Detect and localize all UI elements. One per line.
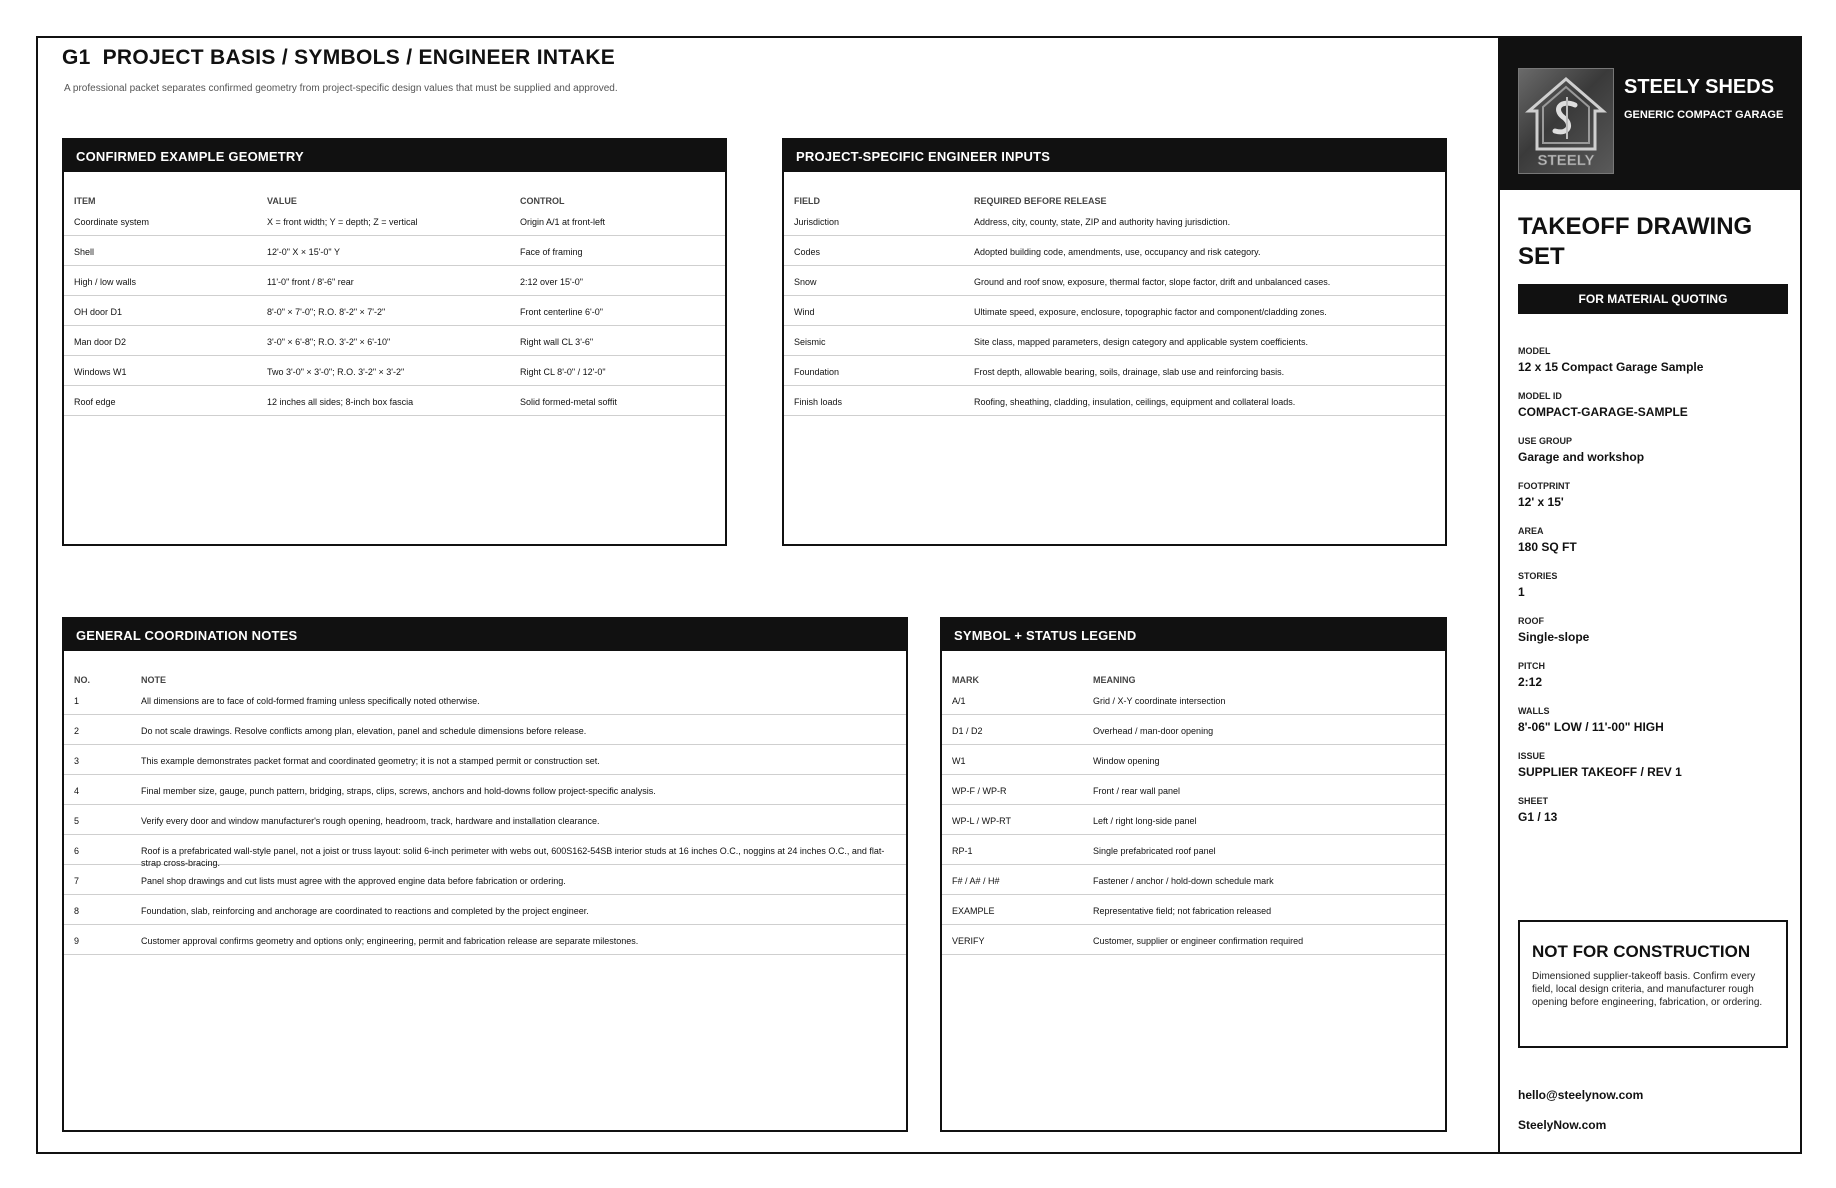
cell-text: A/1 — [952, 696, 966, 706]
cell-text: Foundation, slab, reinforcing and anchorage are coordinated to reactions and completed by the project engineer. — [141, 906, 589, 916]
column-header: MEANING — [1093, 675, 1136, 685]
table-cell — [942, 775, 1083, 805]
cell-text: 2 — [74, 726, 80, 736]
table-cell — [64, 386, 257, 416]
cell-text: 7 — [74, 876, 80, 886]
table-cell — [257, 206, 510, 236]
table-row — [64, 386, 725, 416]
title-block-field — [1518, 436, 1788, 481]
not-for-construction-box — [1518, 920, 1788, 1048]
title-block-field — [1518, 391, 1788, 436]
table-cell — [942, 835, 1083, 865]
cell-text: Overhead / man-door opening — [1093, 726, 1214, 736]
cell-text: High / low walls — [74, 277, 137, 287]
table-cell — [64, 925, 131, 955]
table-row — [64, 326, 725, 356]
table-cell — [964, 386, 1445, 416]
cell-text: 6 — [74, 846, 80, 856]
table-cell — [131, 895, 906, 925]
table-row — [942, 685, 1445, 715]
column-header: MARK — [952, 675, 979, 685]
table-cell — [1083, 745, 1445, 775]
cell-text: Verify every door and window manufacturer's rough opening, headroom, track, hardware and installation clearance. — [141, 816, 600, 826]
table-cell — [64, 685, 131, 715]
title-block-field — [1518, 796, 1788, 841]
table-cell — [942, 745, 1083, 775]
field-label: ISSUE — [1518, 751, 1546, 761]
engineer-inputs-panel — [782, 138, 1447, 546]
table-cell — [257, 326, 510, 356]
contact-email-link[interactable]: hello@steelynow.com — [1518, 1088, 1644, 1102]
cell-text: Roof edge — [74, 397, 116, 407]
cell-text: Seismic — [794, 337, 826, 347]
field-label: USE GROUP — [1518, 436, 1573, 446]
cell-text: Do not scale drawings. Resolve conflicts among plan, elevation, panel and schedule dimensions before release. — [141, 726, 587, 736]
table-cell — [1083, 805, 1445, 835]
table-cell — [1083, 865, 1445, 895]
table-cell — [64, 356, 257, 386]
cell-text: Window opening — [1093, 756, 1160, 766]
cell-text: Adopted building code, amendments, use, occupancy and risk category. — [974, 247, 1261, 257]
table-cell — [510, 206, 725, 236]
table-row — [784, 356, 1445, 386]
table-row — [942, 775, 1445, 805]
column-header: FIELD — [794, 196, 820, 206]
cell-text: Grid / X-Y coordinate intersection — [1093, 696, 1226, 706]
table-cell — [1083, 685, 1445, 715]
table-cell — [510, 326, 725, 356]
brand-name: STEELY SHEDS — [1624, 76, 1775, 98]
field-value: Single-slope — [1518, 630, 1590, 644]
cell-text: 8'-0" × 7'-0"; R.O. 8'-2" × 7'-2" — [267, 307, 386, 317]
drawing-set-title: TAKEOFF DRAWING SET — [1518, 213, 1753, 270]
table-cell — [257, 266, 510, 296]
title-block-field — [1518, 481, 1788, 526]
table-cell — [64, 895, 131, 925]
table-cell — [1083, 925, 1445, 955]
title-block-field — [1518, 751, 1788, 796]
table-cell — [964, 326, 1445, 356]
table-cell — [257, 296, 510, 326]
table-cell — [64, 715, 131, 745]
cell-text: Man door D2 — [74, 337, 127, 347]
table-cell — [942, 925, 1083, 955]
table-row — [784, 296, 1445, 326]
title-block-fields — [1518, 346, 1788, 841]
table-cell — [64, 206, 257, 236]
cell-text: D1 / D2 — [952, 726, 983, 736]
field-label: AREA — [1518, 526, 1544, 536]
table-cell — [964, 356, 1445, 386]
table-row — [784, 206, 1445, 236]
cell-text: Ultimate speed, exposure, enclosure, topographic factor and component/cladding zones. — [974, 307, 1327, 317]
table-row — [784, 326, 1445, 356]
table-cell — [131, 775, 906, 805]
table-cell — [942, 865, 1083, 895]
cell-text: 4 — [74, 786, 80, 796]
title-block-field — [1518, 571, 1788, 616]
website-link[interactable]: SteelyNow.com — [1518, 1118, 1607, 1132]
table-cell — [1083, 715, 1445, 745]
table-cell — [784, 236, 964, 266]
table-cell — [257, 356, 510, 386]
cell-text: Two 3'-0" × 3'-0"; R.O. 3'-2" × 3'-2" — [267, 367, 405, 377]
column-header: NOTE — [141, 675, 167, 685]
field-label: FOOTPRINT — [1518, 481, 1570, 491]
field-value: 8'-06" LOW / 11'-00" HIGH — [1518, 720, 1664, 734]
cell-text: W1 — [952, 756, 966, 766]
table-cell — [64, 865, 131, 895]
table-row — [784, 266, 1445, 296]
column-header: CONTROL — [520, 196, 565, 206]
column-header: VALUE — [267, 196, 297, 206]
table-cell — [510, 266, 725, 296]
cell-text: Panel shop drawings and cut lists must agree with the approved engine data before fabrication or ordering. — [141, 876, 566, 886]
geometry-table — [64, 172, 725, 416]
table-row — [64, 206, 725, 236]
table-cell — [64, 775, 131, 805]
panel-header: PROJECT-SPECIFIC ENGINEER INPUTS — [784, 140, 1445, 172]
table-cell — [64, 296, 257, 326]
cell-text: 12 inches all sides; 8-inch box fascia — [267, 397, 414, 407]
cell-text: Right CL 8'-0" / 12'-0" — [520, 367, 606, 377]
title-block-field — [1518, 616, 1788, 661]
cell-text: Face of framing — [520, 247, 583, 257]
cell-text: X = front width; Y = depth; Z = vertical — [267, 217, 418, 227]
table-row — [64, 745, 906, 775]
cell-text: EXAMPLE — [952, 906, 995, 916]
field-value: Garage and workshop — [1518, 450, 1645, 464]
cell-text: Front centerline 6'-0" — [520, 307, 603, 317]
page-subtitle: A professional packet separates confirmed geometry from project-specific design values that must be supplied and approved. — [64, 83, 618, 94]
table-cell — [131, 925, 906, 955]
cell-text: Customer, supplier or engineer confirmation required — [1093, 936, 1304, 946]
table-cell — [510, 236, 725, 266]
cell-text: Solid formed-metal soffit — [520, 397, 617, 407]
field-value: 180 SQ FT — [1518, 540, 1577, 554]
table-cell — [257, 386, 510, 416]
sheet-title: PROJECT BASIS / SYMBOLS / ENGINEER INTAKE — [102, 46, 616, 69]
quoting-banner: FOR MATERIAL QUOTING — [1518, 284, 1788, 314]
table-cell — [1083, 895, 1445, 925]
cell-text: Snow — [794, 277, 817, 287]
nfc-title: NOT FOR CONSTRUCTION — [1532, 942, 1751, 961]
table-row — [64, 805, 906, 835]
table-cell — [784, 266, 964, 296]
cell-text: All dimensions are to face of cold-formed framing unless specifically noted otherwise. — [141, 696, 480, 706]
cell-text: VERIFY — [952, 936, 985, 946]
title-block-field — [1518, 706, 1788, 751]
cell-text: Finish loads — [794, 397, 843, 407]
table-row — [64, 715, 906, 745]
coordination-notes-panel — [62, 617, 908, 1132]
table-cell — [64, 266, 257, 296]
table-row — [942, 865, 1445, 895]
cell-text: Coordinate system — [74, 217, 150, 227]
panel-header: SYMBOL + STATUS LEGEND — [942, 619, 1445, 651]
table-row — [942, 805, 1445, 835]
table-cell — [64, 835, 131, 865]
field-label: STORIES — [1518, 571, 1558, 581]
field-value: G1 / 13 — [1518, 810, 1558, 824]
panel-header: CONFIRMED EXAMPLE GEOMETRY — [64, 140, 725, 172]
cell-text: Front / rear wall panel — [1093, 786, 1181, 796]
cell-text: 3 — [74, 756, 80, 766]
table-row — [64, 296, 725, 326]
symbol-legend-panel — [940, 617, 1447, 1132]
confirmed-geometry-panel — [62, 138, 727, 546]
table-cell — [64, 805, 131, 835]
cell-text: 8 — [74, 906, 80, 916]
field-value: COMPACT-GARAGE-SAMPLE — [1518, 405, 1688, 419]
table-row — [64, 685, 906, 715]
cell-text: Shell — [74, 247, 95, 257]
cell-text: F# / A# / H# — [952, 876, 1000, 886]
title-block-field — [1518, 346, 1788, 391]
table-cell — [131, 685, 906, 715]
table-row — [942, 925, 1445, 955]
table-cell — [784, 296, 964, 326]
table-cell — [510, 356, 725, 386]
cell-text: Ground and roof snow, exposure, thermal factor, slope factor, drift and unbalanced cases. — [974, 277, 1331, 287]
table-cell — [64, 745, 131, 775]
table-cell — [131, 865, 906, 895]
cell-text: Codes — [794, 247, 821, 257]
cell-text: 11'-0" front / 8'-6" rear — [267, 277, 354, 287]
cell-text: Roofing, sheathing, cladding, insulation, ceilings, equipment and collateral loads. — [974, 397, 1296, 407]
table-cell — [942, 895, 1083, 925]
field-value: SUPPLIER TAKEOFF / REV 1 — [1518, 765, 1682, 779]
cell-text: Frost depth, allowable bearing, soils, drainage, slab use and reinforcing basis. — [974, 367, 1285, 377]
nfc-text: Dimensioned supplier-takeoff basis. Confirm every field, local design criteria, and manufacturer rough opening before engineering, fabrication, or ordering. — [1532, 971, 1763, 1008]
house-logo-icon — [1518, 68, 1614, 174]
table-cell — [131, 745, 906, 775]
cell-text: 5 — [74, 816, 80, 826]
column-header: ITEM — [74, 196, 96, 206]
cell-text: Customer approval confirms geometry and options only; engineering, permit and fabrication release are separate milestones. — [141, 936, 639, 946]
cell-text: RP-1 — [952, 846, 973, 856]
cell-text: 2:12 over 15'-0" — [520, 277, 583, 287]
column-header: NO. — [74, 675, 91, 685]
table-cell — [1083, 775, 1445, 805]
table-cell — [964, 236, 1445, 266]
table-cell — [64, 236, 257, 266]
page-title — [62, 46, 615, 70]
table-cell — [131, 715, 906, 745]
cell-text: WP-F / WP-R — [952, 786, 1007, 796]
table-cell — [1083, 835, 1445, 865]
table-cell — [131, 805, 906, 835]
table-row — [942, 835, 1445, 865]
table-cell — [257, 236, 510, 266]
table-cell — [510, 296, 725, 326]
table-cell — [64, 326, 257, 356]
table-cell — [131, 835, 906, 868]
panel-header: GENERAL COORDINATION NOTES — [64, 619, 906, 651]
cell-text: Wind — [794, 307, 815, 317]
title-block-field — [1518, 661, 1788, 706]
field-value: 12' x 15' — [1518, 495, 1564, 509]
title-block-header — [1500, 36, 1802, 190]
field-label: PITCH — [1518, 661, 1545, 671]
table-row — [942, 745, 1445, 775]
cell-text: Right wall CL 3'-6" — [520, 337, 594, 347]
cell-text: OH door D1 — [74, 307, 123, 317]
cell-text: 9 — [74, 936, 80, 946]
cell-text: Representative field; not fabrication released — [1093, 906, 1272, 916]
logo-text: STEELY — [1537, 152, 1595, 169]
cell-text: Windows W1 — [74, 367, 127, 377]
legend-table — [942, 651, 1445, 955]
table-cell — [964, 206, 1445, 236]
cell-text: Single prefabricated roof panel — [1093, 846, 1216, 856]
table-cell — [784, 206, 964, 236]
cell-text: Roof is a prefabricated wall-style panel, not a joist or truss layout: solid 6-inch perimeter with webs out, 600S162-54SB interior studs at 16 inches O.C., noggins at 24 inches O.C., and flat-strap cross-bracing. — [141, 846, 885, 868]
engineer-table — [784, 172, 1445, 416]
table-row — [942, 715, 1445, 745]
table-row — [784, 386, 1445, 416]
table-cell — [964, 296, 1445, 326]
field-value: 2:12 — [1518, 675, 1543, 689]
table-row — [64, 895, 906, 925]
table-cell — [964, 266, 1445, 296]
column-header: REQUIRED BEFORE RELEASE — [974, 196, 1107, 206]
cell-text: 3'-0" × 6'-8"; R.O. 3'-2" × 6'-10" — [267, 337, 391, 347]
cell-text: 1 — [74, 696, 80, 706]
table-cell — [784, 326, 964, 356]
brand-subtitle: GENERIC COMPACT GARAGE — [1624, 109, 1784, 121]
table-cell — [784, 386, 964, 416]
table-row — [64, 266, 725, 296]
field-label: SHEET — [1518, 796, 1549, 806]
field-label: MODEL ID — [1518, 391, 1562, 401]
table-row — [64, 925, 906, 955]
table-row — [64, 865, 906, 895]
title-block — [1498, 36, 1802, 1154]
cell-text: Foundation — [794, 367, 840, 377]
sheet-number: G1 — [62, 46, 91, 69]
field-label: MODEL — [1518, 346, 1551, 356]
cell-text: WP-L / WP-RT — [952, 816, 1011, 826]
notes-table — [64, 651, 906, 955]
table-row — [64, 356, 725, 386]
table-row — [784, 236, 1445, 266]
table-cell — [784, 356, 964, 386]
table-cell — [510, 386, 725, 416]
table-row — [64, 775, 906, 805]
cell-text: This example demonstrates packet format and coordinated geometry; it is not a stamped permit or construction set. — [141, 756, 600, 766]
field-value: 12 x 15 Compact Garage Sample — [1518, 360, 1704, 374]
cell-text: Address, city, county, state, ZIP and authority having jurisdiction. — [974, 217, 1231, 227]
title-block-field — [1518, 526, 1788, 571]
cell-text: Final member size, gauge, punch pattern, bridging, straps, clips, screws, anchors and hold-downs follow project-specific analysis. — [141, 786, 656, 796]
cell-text: Jurisdiction — [794, 217, 840, 227]
table-cell — [942, 715, 1083, 745]
table-cell — [942, 805, 1083, 835]
cell-text: Fastener / anchor / hold-down schedule mark — [1093, 876, 1274, 886]
table-row — [942, 895, 1445, 925]
table-row — [64, 835, 906, 865]
table-row — [64, 236, 725, 266]
cell-text: Site class, mapped parameters, design category and applicable system coefficients. — [974, 337, 1309, 347]
cell-text: Left / right long-side panel — [1093, 816, 1197, 826]
field-label: WALLS — [1518, 706, 1550, 716]
cell-text: Origin A/1 at front-left — [520, 217, 606, 227]
field-label: ROOF — [1518, 616, 1544, 626]
field-value: 1 — [1518, 585, 1525, 599]
cell-text: 12'-0" X × 15'-0" Y — [267, 247, 340, 257]
table-cell — [942, 685, 1083, 715]
